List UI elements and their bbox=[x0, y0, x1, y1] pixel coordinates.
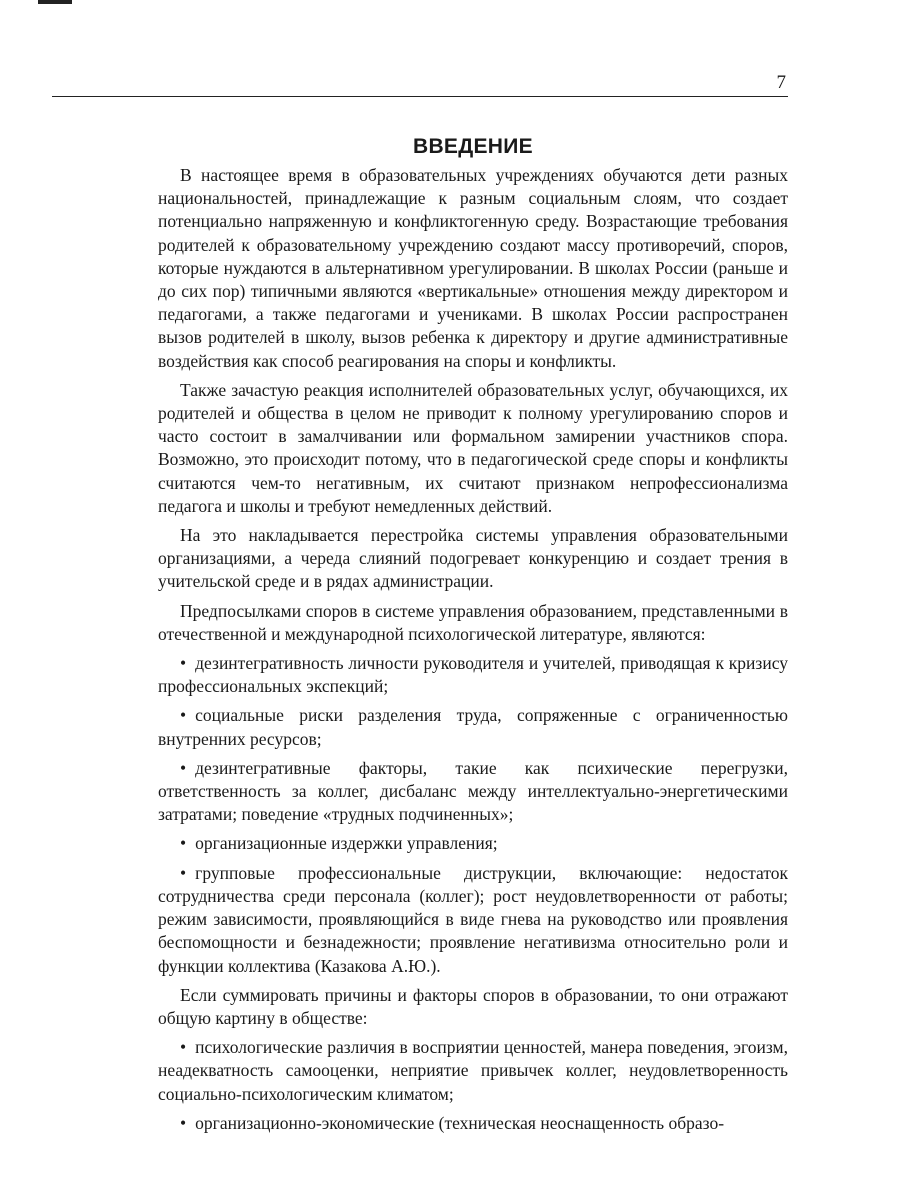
page-header bbox=[52, 70, 788, 97]
bullet-text: организационные издержки управления; bbox=[195, 833, 498, 854]
bullet-marker: • bbox=[180, 653, 187, 674]
paragraph-prerequisites: Предпосылками споров в системе управления образованием, представленными в отечественной и международной психологической литературе, являются: bbox=[158, 600, 788, 644]
bullet-marker: • bbox=[180, 833, 187, 854]
paragraph-restructuring: На это накладывается перестройка системы управления образовательными организациями, а череда слияний подогревает конкуренцию и создает трения в учительской среде и в рядах администрации. bbox=[158, 525, 788, 592]
bullet-text: групповые профессиональные диструкции, включающие: недостаток сотрудничества среди персонала (коллег); рост неудовлетворенности от работы; режим зависимости, проявляющийся в виде гнева на руководство или проявления беспомощности и безнадежности; проявление негативизма относительно роли и функции коллектива (Казакова А.Ю.). bbox=[158, 862, 788, 976]
bullet-marker: • bbox=[180, 757, 187, 778]
bullet-marker: • bbox=[180, 862, 187, 883]
corner-mark bbox=[38, 0, 72, 4]
bullet-psychological bbox=[158, 1036, 788, 1106]
bullet-text: дезинтегративность личности руководителя и учителей, приводящая к кризису профессиональных экспекций; bbox=[158, 653, 788, 697]
paragraph-intro: В настоящее время в образовательных учреждениях обучаются дети разных национальностей, принадлежащие к разным социальным слоям, что создает потенциально напряженную и конфликтогенную среду. Возрастающие требования родителей к образовательному учреждению создают массу противоречий, споров, которые нуждаются в альтернативном урегулировании. В школах России (раньше и до сих пор) типичными являются «вертикальные» отношения между директором и педагогами, а также педагогами и учениками. В школах России распространен вызов родителей в школу, вызов ребенка к директору и другие административные воздействия как способ реагирования на споры и конфликты. bbox=[158, 165, 788, 371]
bullet-economic bbox=[158, 1112, 788, 1135]
bullet-marker: • bbox=[180, 1037, 187, 1058]
bullet-text: социальные риски разделения труда, сопряженные с ограниченностью внутренних ресурсов; bbox=[158, 705, 788, 749]
bullet-disintegration bbox=[158, 652, 788, 698]
bullet-text: дезинтегративные факторы, такие как психические перегрузки, ответственность за коллег, дисбаланс между интеллектуально-энергетическими затратами; поведение «трудных подчиненных»; bbox=[158, 757, 788, 825]
bullet-org-costs bbox=[158, 832, 788, 855]
bullet-text: психологические различия в восприятии ценностей, манера поведения, эгоизм, неадекватность самооценки, неприятие привычек коллег, неудовлетворенность социально-психологическим климатом; bbox=[158, 1037, 788, 1104]
bullet-marker: • bbox=[180, 1112, 187, 1133]
bullet-text: организационно-экономические (техническая неоснащенность образо- bbox=[195, 1112, 725, 1133]
page-content bbox=[158, 132, 788, 1136]
bullet-factors bbox=[158, 757, 788, 827]
page-number: 7 bbox=[776, 72, 786, 93]
bullet-social-risks bbox=[158, 704, 788, 750]
paragraph-reaction: Также зачастую реакция исполнителей образовательных услуг, обучающихся, их родителей и общества в целом не приводит к полному урегулированию споров и часто состоит в замалчивании или формальном замирении участников спора. Возможно, это происходит потому, что в педагогической среде споры и конфликты считаются чем-то негативным, их считают признаком непрофессионализма педагога и школы и требуют немедленных действий. bbox=[158, 379, 788, 516]
bullet-marker: • bbox=[180, 705, 187, 726]
paragraph-summary: Если суммировать причины и факторы споров в образовании, то они отражают общую картину в обществе: bbox=[158, 984, 788, 1028]
section-title: ВВЕДЕНИЕ bbox=[413, 135, 533, 158]
bullet-group-destructions bbox=[158, 862, 788, 978]
